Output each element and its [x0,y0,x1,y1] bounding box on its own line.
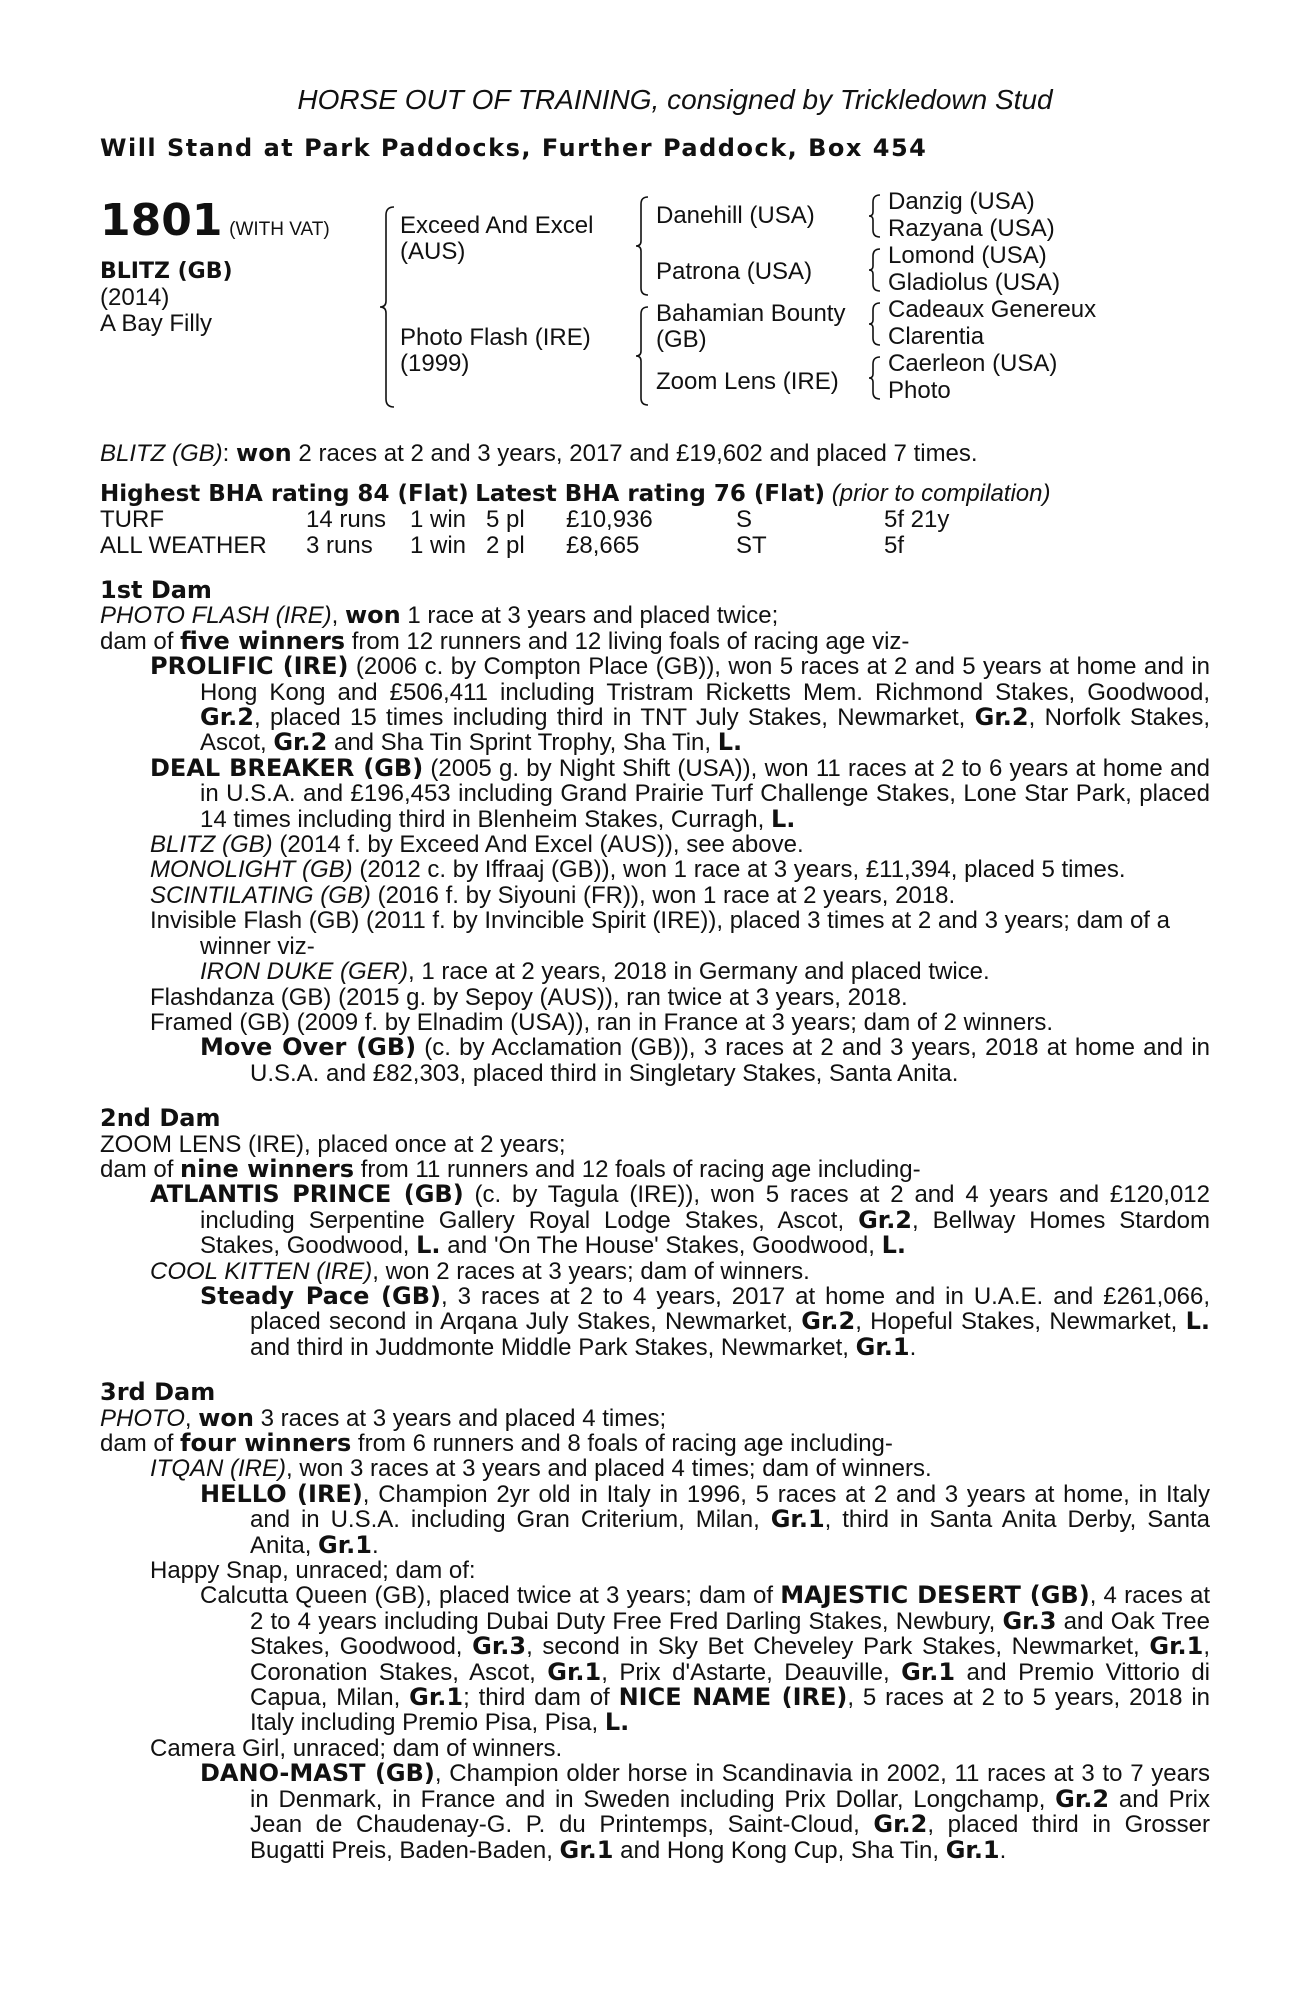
record-text: , Prix d'Astarte, Deauville, [601,1658,902,1686]
produce-camera-girl: Camera Girl, unraced; dam of winners. [150,1734,563,1762]
horse-name: SCINTILATING (GB) [150,881,371,909]
record-text: , Coronation Stakes, Ascot, [250,1633,1210,1686]
record-text: and 'On The House' Stakes, Goodwood, [440,1232,882,1260]
produce-monolight [100,857,1210,882]
grade: Gr.3 [472,1632,527,1661]
record-text: , Champion 2yr old in Italy in 1996, 5 races at 2 and 3 years at home, in Italy and in U.S.A. including Gran Criterium, Milan, [250,1480,1210,1534]
record-text: and Prix Jean de Chaudenay-G. P. du Printemps, Saint-Cloud, [250,1785,1210,1839]
record-text: . [371,1531,379,1559]
ratings-section [100,481,1210,558]
record-text: and Oak Tree Stakes, Goodwood, [250,1607,1210,1661]
winner-count: five winners [180,626,346,655]
dam-name: PHOTO [100,1404,185,1432]
ggp-6: Clarentia [888,323,985,351]
grade: Gr.1 [1149,1632,1204,1661]
grade: Gr.2 [801,1307,856,1336]
dam-line-2: (1999) [400,350,470,378]
ggp-7: Caerleon (USA) [888,350,1058,378]
pedigree-block [100,183,1210,423]
record-text: (2012 c. by Iffraaj (GB)), won 1 race at 3 years, £11,394, placed 5 times. [352,856,1126,884]
grade: Gr.1 [409,1683,464,1712]
going: ST [736,531,767,559]
horse-name: HELLO (IRE) [200,1479,363,1508]
grade: Gr.1 [559,1835,614,1864]
earnings: £8,665 [566,531,640,559]
foaling-year: (2014) [100,284,170,312]
record-text: , third in Santa Anita Derby, Santa Anita, [250,1506,1211,1559]
ratings-row-turf [100,507,1210,532]
horse-name: Steady Pace (GB) [200,1281,441,1310]
record-text: ; third dam of [463,1684,619,1712]
separator: , [184,1404,199,1432]
produce-atlantis-prince [100,1182,1210,1258]
ggp-3: Lomond (USA) [888,242,1047,270]
horse-name: ITQAN (IRE) [150,1455,286,1483]
record-text: , won 2 races at 3 years; dam of winners. [372,1257,810,1285]
second-dam-section [100,1106,1210,1360]
grade: Gr.1 [318,1530,372,1559]
horse-name: MONOLIGHT (GB) [150,856,353,884]
horse-name: DANO-MAST (GB) [200,1759,435,1788]
produce-summary: from 12 runners and 12 living foals of racing age viz- [345,627,910,655]
winner-count: four winners [180,1429,352,1457]
record-text: (2006 c. by Compton Place (GB)), won 5 races at 2 and 5 years at home and in Hong Kong and £506,411 including Tristram Ricketts Mem. Richmond Stakes, Goodwood, [200,653,1211,706]
dam-line-1: Photo Flash (IRE) [400,324,591,352]
record-text: (2014 f. by Exceed And Excel (AUS)), see above. [272,831,804,859]
listed: L. [604,1708,630,1737]
record-text: , Bellway Homes Stardom Stakes, Goodwood, [200,1206,1210,1260]
record-text: (2005 g. by Night Shift (USA)), won 11 races at 2 to 6 years at home and in U.S.A. and £196,453 including Grand Prairie Turf Challenge Stakes, Lone Star Park, placed 14 times including third in Blenheim Stakes, Curragh, [200,754,1211,833]
grade: Gr.2 [200,703,254,732]
grade: Gr.1 [547,1657,602,1686]
record-text: and third in Juddmonte Middle Park Stakes, Newmarket, [250,1333,856,1361]
dam-record: 3 races at 3 years and placed 4 times; [254,1404,667,1432]
record-text: , second in Sky Bet Cheveley Park Stakes, Newmarket, [526,1633,1150,1661]
grand-produce-calcutta-queen [100,1583,1210,1735]
record-text: and Sha Tin Sprint Trophy, Sha Tin, [327,729,718,757]
ggp-4: Gladiolus (USA) [888,269,1061,297]
grand-produce-hello [100,1479,1211,1559]
surface: ALL WEATHER [100,531,267,559]
distance: 5f 21y [884,506,950,534]
horse-name: Move Over (GB) [200,1033,417,1062]
sire-line-2: (AUS) [400,238,466,266]
places: 5 pl [486,506,525,534]
produce-intro: dam of [100,1155,181,1183]
listed: L. [416,1231,441,1260]
record-text: , Norfolk Stakes, Ascot, [200,704,1211,757]
ratings-row-all-weather [100,533,1210,558]
ggp-8: Photo [888,377,951,405]
produce-flashdanza: Flashdanza (GB) (2015 g. by Sepoy (AUS)), ran twice at 3 years, 2018. [150,983,908,1011]
earnings: £10,936 [566,506,653,534]
record-text: and Premio Vittorio di Capua, Milan, [250,1658,1210,1712]
record-text: , Champion older horse in Scandinavia in 2002, 11 races at 3 to 7 years in Denmark, in France and in Sweden including Prix Dollar, Longchamp, [250,1760,1210,1813]
race-record-summary: BLITZ (GB): won 2 races at 2 and 3 years, 2017 and £19,602 and placed 7 times. [100,439,978,468]
record-text: , 4 races at 2 to 4 years including Dubai Duty Free Fred Darling Stakes, Newbury, [250,1582,1210,1635]
produce-summary: from 6 runners and 8 foals of racing age including- [351,1430,893,1457]
record-text: , won 3 races at 3 years and placed 4 times; dam of winners. [286,1455,932,1483]
wins: 1 win [410,506,467,534]
won-label: won [344,601,401,630]
places: 2 pl [486,531,525,559]
grade: Gr.1 [901,1657,956,1686]
runs: 3 runs [306,531,373,559]
ggp-2: Razyana (USA) [888,215,1055,243]
highest-rating: Highest BHA rating 84 (Flat) [100,480,469,507]
record-text: , placed 15 times including third in TNT July Stakes, Newmarket, [253,704,975,732]
first-dam-section: 1st Dam PHOTO FLASH (IRE), won 1 race at 3 years and placed twice; dam of five winners from 12 runners and 12 living foals of racing age viz- PROLIFIC (IRE) (2006 c. by Compton Place (GB)), won 5 races at 2 and 5 years at home and in Hong Kong and £506,411 including Tristram Ricketts Mem. Richmond Stakes, Goodwood, Gr.2, placed 15 times including third in TNT July Stakes, Newmarket, Gr.2, Norfolk Stakes, Ascot, Gr.2 and Sha Tin Sprint Trophy, Sha Tin, L. DEAL BREAKER (GB) (2005 g. by Night Shift (USA)), won 11 races at 2 to 6 years at home and in U.S.A. and £196,453 including Grand Prairie Turf Challenge Stakes, Lone Star Park, placed 14 times including third in Blenheim Stakes, Curragh, L. BLITZ (GB) (2014 f. by Exceed And Excel (AUS)), see above. MONOLIGHT (GB) (2012 c. by Iffraaj (GB)), won 1 race at 3 years, £11,394, placed 5 times. SCINTILATING (GB) (2016 f. by Siyouni (FR)), won 1 race at 2 years, 2018. Invisible Flash (GB) (2011 f. by Invincible Spirit (IRE)), placed 3 times at 2 and 3 years; dam of a winner viz- IRON DUKE (GER), 1 race at 2 years, 2018 in Germany and placed twice. Flashdanza (GB) (2015 g. by Sepoy (AUS)), ran twice at 3 years, 2018. Framed (GB) (2009 f. by Elnadim (USA)), ran in France at 3 years; dam of 2 winners. Move Over (GB) (c. by Acclamation (GB)), 3 races at 2 and 3 years, 2018 at home and in U.S.A. and £82,303, placed third in Singletary Stakes, Santa Anita. [100,576,1211,1087]
grade: Gr.2 [1055,1784,1110,1813]
produce-summary: from 11 runners and 12 foals of racing age including- [354,1155,921,1183]
surface: TURF [100,506,164,534]
horse-name: IRON DUKE (GER) [200,958,409,986]
runs: 14 runs [306,506,387,534]
latest-rating: Latest BHA rating 76 (Flat) [475,480,826,507]
grade: Gr.3 [1002,1606,1057,1635]
dam-dam: Zoom Lens (IRE) [656,368,839,396]
summary-text: 2 races at 2 and 3 years, 2017 and £19,602 and placed 7 times. [291,440,978,468]
sire-line-1: Exceed And Excel [400,212,594,240]
horse-name: ATLANTIS PRINCE (GB) [150,1180,464,1209]
produce-cool-kitten [100,1259,1210,1284]
sire-dam: Patrona (USA) [656,258,813,286]
sire-sire: Danehill (USA) [656,202,815,230]
stand-location: Will Stand at Park Paddocks, Further Paddock, Box 454 [100,134,928,162]
dam-sire-line-1: Bahamian Bounty [656,300,846,328]
wins: 1 win [410,531,467,559]
third-dam-section [100,1380,1210,1863]
grand-produce-dano-mast [100,1761,1210,1863]
record-text: , 5 races at 2 to 5 years, 2018 in Italy including Premio Pisa, Pisa, [250,1684,1211,1737]
catalogue-page [100,84,1210,1863]
ggp-1: Danzig (USA) [888,188,1035,216]
record-text: , 3 races at 2 to 4 years, 2017 at home and in U.A.E. and £261,066, placed second in Arqana July Stakes, Newmarket, [250,1282,1210,1336]
horse-name: BLITZ (GB) [150,831,273,859]
grand-produce-iron-duke [100,959,1210,984]
ggp-5: Cadeaux Genereux [888,296,1097,324]
first-dam-heading: 1st Dam [100,576,212,604]
dam-record: 1 race at 3 years and placed twice; [400,602,779,630]
lot-number: 1801 [100,195,223,247]
grand-produce-move-over [100,1035,1210,1086]
horse-name: NICE NAME (IRE) [618,1683,848,1712]
dam-record: ZOOM LENS (IRE), placed once at 2 years; [100,1130,566,1158]
distance: 5f [884,531,905,559]
grade: Gr.2 [858,1205,913,1234]
lot-number-line [100,197,330,245]
horse-description: A Bay Filly [100,310,213,338]
grand-produce-steady-pace [100,1281,1210,1361]
record-text: Calcutta Queen (GB), placed twice at 3 years; dam of [200,1582,781,1610]
record-text: (2016 f. by Siyouni (FR)), won 1 race at 2 years, 2018. [370,881,956,909]
listed: L. [1185,1307,1210,1336]
summary-won: won [236,439,292,468]
produce-prolific [100,654,1210,756]
record-text: . [999,1836,1007,1864]
grade: Gr.2 [273,728,328,757]
grade: Gr.2 [873,1810,928,1839]
produce-itqan [100,1456,1210,1481]
record-text: and Hong Kong Cup, Sha Tin, [613,1836,946,1864]
listed: L. [770,804,796,833]
summary-horse-name: BLITZ (GB) [100,440,223,468]
winner-count: nine winners [180,1154,355,1183]
dam-sire-line-2: (GB) [656,326,707,354]
third-dam-heading: 3rd Dam [100,1378,216,1407]
horse-name: MAJESTIC DESERT (GB) [780,1581,1090,1610]
second-dam-heading: 2nd Dam [100,1104,221,1133]
listed: L. [717,728,743,757]
dam-name: PHOTO FLASH (IRE) [100,602,332,630]
rating-note: (prior to compilation) [831,479,1051,507]
record-text: (c. by Tagula (IRE)), won 5 races at 2 and 4 years and £120,012 including Serpentine Gallery Royal Lodge Stakes, Ascot, [200,1181,1211,1234]
vat-note: (WITH VAT) [229,219,330,241]
horse-name: BLITZ (GB) [100,259,233,285]
produce-happy-snap: Happy Snap, unraced; dam of: [150,1557,476,1585]
record-text: , placed third in Grosser Bugatti Preis, Baden-Baden, [250,1811,1211,1864]
produce-intro: dam of [100,627,181,655]
produce-invisible-flash: Invisible Flash (GB) (2011 f. by Invincible Spirit (IRE)), placed 3 times at 2 and 3 years; dam of a winner viz- [150,907,1170,960]
going: S [736,506,753,534]
record-text: . [909,1333,917,1361]
grade: Gr.1 [855,1332,910,1361]
record-text: (c. by Acclamation (GB)), 3 races at 2 and 3 years, 2018 at home and in U.S.A. and £82,303, placed third in Singletary Stakes, Santa Anita. [250,1034,1211,1087]
produce-intro: dam of [100,1430,181,1457]
record-text: , Hopeful Stakes, Newmarket, [855,1308,1186,1336]
grade: Gr.2 [974,703,1029,732]
grade: Gr.1 [945,1835,1000,1864]
produce-scintilating [100,883,1210,908]
consignor-heading: HORSE OUT OF TRAINING, consigned by Trickledown Stud [297,84,1053,115]
produce-deal-breaker [100,753,1211,833]
grade: Gr.1 [770,1505,825,1534]
horse-name: PROLIFIC (IRE) [150,652,349,681]
produce-framed: Framed (GB) (2009 f. by Elnadim (USA)), ran in France at 3 years; dam of 2 winners. [150,1008,1053,1036]
listed: L. [881,1231,906,1260]
horse-name: DEAL BREAKER (GB) [150,753,424,782]
record-text: , 1 race at 2 years, 2018 in Germany and placed twice. [408,958,990,986]
won-label: won [198,1403,254,1432]
horse-name: COOL KITTEN (IRE) [150,1257,373,1285]
produce-blitz [100,832,1210,857]
